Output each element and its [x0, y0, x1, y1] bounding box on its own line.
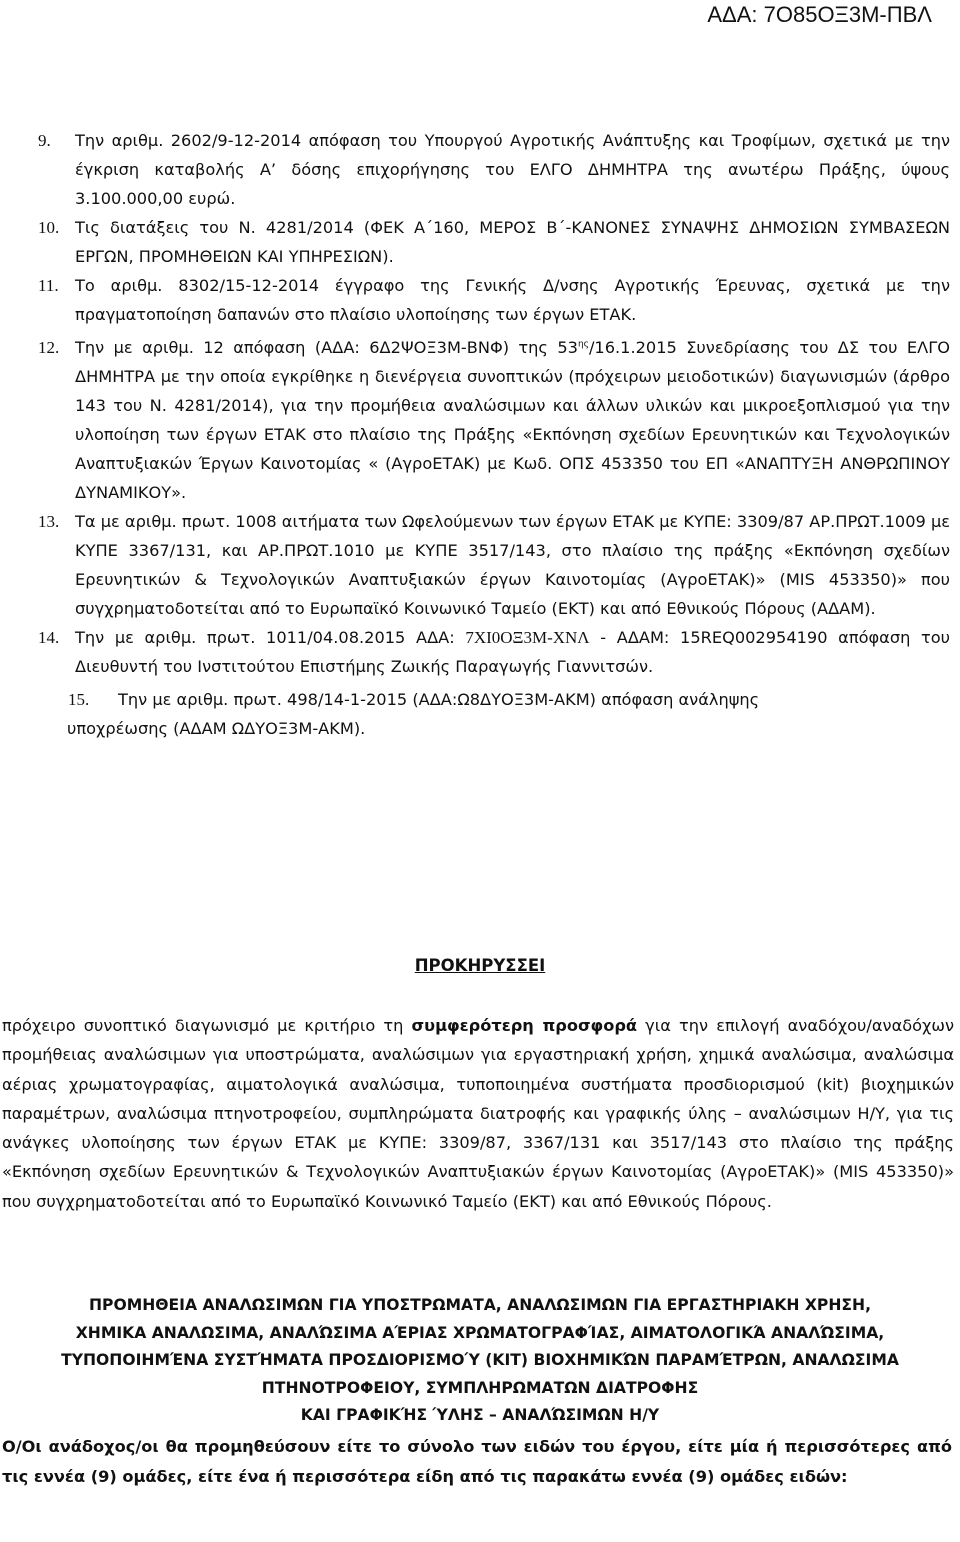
- item-text: Τις διατάξεις του Ν. 4281/2014 (ΦΕΚ Α΄160, ΜΕΡΟΣ Β΄-ΚΑΝΟΝΕΣ ΣΥΝΑΨΗΣ ΔΗΜΟΣΙΩΝ ΣΥΜΒΑΣΕΩΝ ΕΡΓΩΝ, ΠΡΟΜΗΘΕΙΩΝ ΚΑΙ ΥΠΗΡΕΣΙΩΝ).: [75, 218, 950, 266]
- item-text: Τα με αριθμ. πρωτ. 1008 αιτήματα των Ωφελούμενων των έργων ΕΤΑΚ με ΚΥΠΕ: 3309/87 ΑΡ.ΠΡΩΤ.1009 με ΚΥΠΕ 3367/131, και ΑΡ.ΠΡΩΤ.1010 με ΚΥΠΕ 3517/143, στο πλαίσιο της πράξης «Εκπόνηση σχεδίων Ερευνητικών & Τεχνολογικών Αναπτυξιακών έργων Καινοτομίας (ΑγροΕΤΑΚ)» (MIS 453350)» που συγχρηματοδοτείται από το Ευρωπαϊκό Κοινωνικό Ταμείο (ΕΚΤ) και από Εθνικούς Πόρους (ΑΔΑΜ).: [75, 512, 951, 618]
- closing-paragraph: Ο/Οι ανάδοχος/οι θα προμηθεύσουν είτε το σύνολο των ειδών του έργου, είτε μία ή περισσότερες από τις εννέα (9) ομάδες, είτε ένα ή περισσότερα είδη από τις παρακάτω εννέα (9) ομάδες ειδών:: [2, 1437, 952, 1486]
- item-number: 12.: [38, 338, 60, 357]
- item-text: Την αριθμ. 2602/9-12-2014 απόφαση του Υπουργού Αγροτικής Ανάπτυξης και Τροφίμων, σχετικά με την έγκριση καταβολής Α’ δόσης επιχορήγησης του ΕΛΓΟ ΔΗΜΗΤΡΑ της ανωτέρω Πράξης, ύψους 3.100.000,00 ευρώ.: [75, 131, 950, 208]
- body-paragraph: [2, 1011, 954, 1216]
- item-text: [75, 333, 950, 507]
- item-text-part: - ΑΔΑΜ: 15REQ002954190 απόφαση του Διευθυντή του Ινστιτούτου Επιστήμης Ζωικής Παραγωγής Γιαννιτσών.: [75, 628, 951, 676]
- list-item: [38, 213, 950, 271]
- item-number: 13.: [38, 512, 60, 531]
- proclaim-heading: ΠΡΟΚΗΡΥΣΣΕΙ: [414, 956, 546, 975]
- body-text: πρόχειρο συνοπτικό διαγωνισμό με κριτήριο τη: [2, 1016, 412, 1035]
- title-line: ΧΗΜΙΚΑ ΑΝΑΛΩΣΙΜΑ, ΑΝΑΛΏΣΙΜΑ ΑΈΡΙΑΣ ΧΡΩΜΑΤΟΓΡΑΦΊΑΣ, ΑΙΜΑΤΟΛΟΓΙΚΆ ΑΝΑΛΏΣΙΜΑ,: [75, 1323, 885, 1342]
- item-text: Την με αριθμ. πρωτ. 498/14-1-2015 (ΑΔΑ:Ω8ΔΥΟΞ3Μ-ΑΚΜ) απόφαση ανάληψης: [118, 690, 760, 709]
- list-item: [38, 271, 950, 329]
- list-item: [38, 333, 950, 507]
- ordinal-suffix: ης: [577, 339, 589, 350]
- body-text: για την επιλογή αναδόχου/αναδόχων προμήθειας αναλώσιμων για υποστρώματα, αναλώσιμων για εργαστηριακή χρήση, χημικά αναλώσιμα, αναλώσιμα αέριας χρωματογραφίας, αιματολογικά αναλώσιμα, τυποποιημένα συστήματα προσδιορισμού (kit) βιοχημικών παραμέτρων, αναλώσιμα πτηνοτροφείου, συμπληρώματα διατροφής και γραφικής ύλης – αναλώσιμων Η/Υ, για τις ανάγκες υλοποίησης των έργων ΕΤΑΚ με ΚΥΠΕ: 3309/87, 3367/131 και 3517/143 στο πλαίσιο της πράξης «Εκπόνηση σχεδίων Ερευνητικών & Τεχνολογικών Αναπτυξιακών έργων Καινοτομίας (ΑγροΕΤΑΚ)» (MIS 453350)» που συγχρηματοδοτείται από το Ευρωπαϊκό Κοινωνικό Ταμείο (ΕΚΤ) και από Εθνικούς Πόρους.: [2, 1016, 955, 1211]
- item-text: Το αριθμ. 8302/15-12-2014 έγγραφο της Γενικής Δ/νσης Αγροτικής Έρευνας, σχετικά με την πραγματοποίηση δαπανών στο πλαίσιο υλοποίησης των έργων ΕΤΑΚ.: [75, 276, 950, 324]
- list-item: [38, 685, 950, 714]
- item-number: 14.: [38, 628, 60, 647]
- title-line: ΚΑΙ ΓΡΑΦΙΚΉΣ ΎΛΗΣ – ΑΝΑΛΏΣΙΜΩΝ Η/Υ: [300, 1406, 660, 1424]
- item-text: [75, 623, 950, 681]
- list-item: [38, 623, 950, 681]
- title-line: ΠΡΟΜΗΘΕΙΑ ΑΝΑΛΩΣΙΜΩΝ ΓΙΑ ΥΠΟΣΤΡΩΜΑΤΑ, ΑΝΑΛΩΣΙΜΩΝ ΓΙΑ ΕΡΓΑΣΤΗΡΙΑΚΗ ΧΡΗΣΗ,: [88, 1296, 872, 1314]
- item-text-part: Την με αριθμ. 12 απόφαση (ΑΔΑ: 6Δ2ΨΟΞ3Μ-ΒΝΦ) της 53: [75, 338, 578, 357]
- item-text-continuation: υποχρέωσης (ΑΔΑΜ ΩΔΥΟΞ3Μ-ΑΚΜ).: [67, 719, 366, 738]
- item-number: 15.: [68, 690, 90, 709]
- ada-code: 7ΧΙ0ΟΞ3Μ-ΧΝΛ: [465, 628, 590, 647]
- item-text-part: Την με αριθμ. πρωτ. 1011/04.08.2015 ΑΔΑ:: [75, 628, 466, 647]
- title-line: ΤΥΠΟΠΟΙΗΜΈΝΑ ΣΥΣΤΉΜΑΤΑ ΠΡΟΣΔΙΟΡΙΣΜΟΎ (KIT) ΒΙΟΧΗΜΙΚΏΝ ΠΑΡΑΜΈΤΡΩΝ, ΑΝΑΛΩΣΙΜΑ: [61, 1351, 899, 1369]
- title-line: ΠΤΗΝΟΤΡΟΦΕΙΟΥ, ΣΥΜΠΛΗΡΩΜΑΤΩΝ ΔΙΑΤΡΟΦΗΣ: [261, 1378, 699, 1397]
- item-number: 11.: [38, 276, 59, 295]
- list-item: [38, 507, 950, 623]
- considerations-list: [38, 126, 950, 743]
- procurement-title: [0, 1292, 960, 1430]
- item-number: 9.: [38, 131, 51, 150]
- ada-header: ΑΔΑ: 7Ο85ΟΞ3Μ-ΠΒΛ: [707, 2, 932, 27]
- item-number: 10.: [38, 218, 60, 237]
- item-text-part: /16.1.2015 Συνεδρίασης του ΔΣ του ΕΛΓΟ ΔΗΜΗΤΡΑ με την οποία εγκρίθηκε η διενέργεια συνοπτικών (πρόχειρων μειοδοτικών) διαγωνισμών (άρθρο 143 του Ν. 4281/2014), για την προμήθεια αναλώσιμων και άλλων υλικών και μικροεξοπλισμού για την υλοποίηση των έργων ΕΤΑΚ στο πλαίσιο της Πράξης «Εκπόνηση σχεδίων Ερευνητικών και Τεχνολογικών Αναπτυξιακών Έργων Καινοτομίας « (ΑγροΕΤΑΚ) με Κωδ. ΟΠΣ 453350 του ΕΠ «ΑΝΑΠΤΥΞΗ ΑΝΘΡΩΠΙΝΟΥ ΔΥΝΑΜΙΚΟΥ».: [75, 338, 950, 502]
- list-item: [38, 126, 950, 213]
- body-bold-text: συμφερότερη προσφορά: [411, 1016, 638, 1035]
